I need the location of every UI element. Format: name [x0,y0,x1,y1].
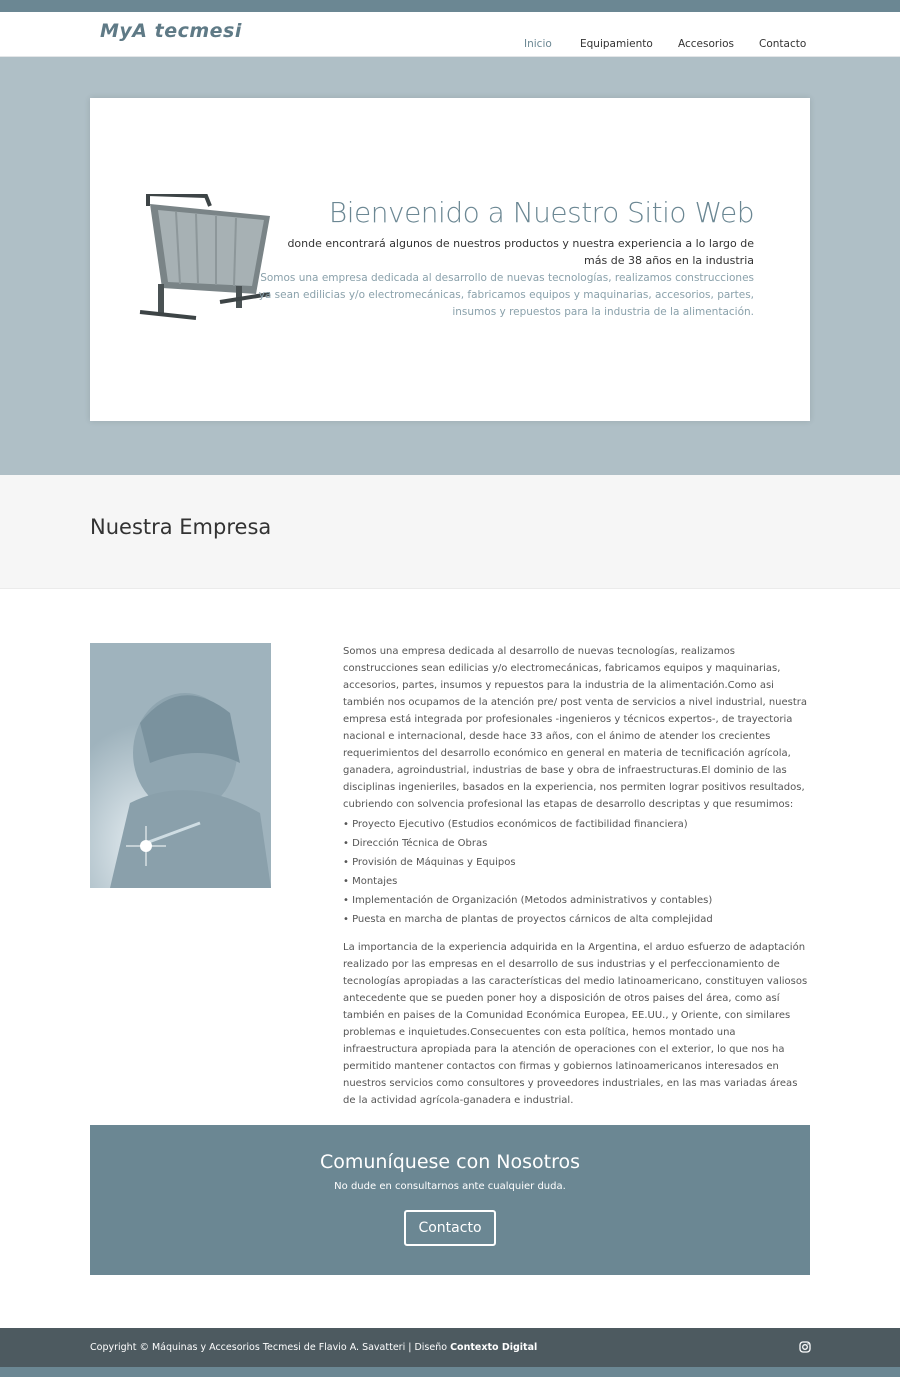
site-footer [0,1328,900,1377]
main-nav [0,38,900,54]
about-intro: Somos una empresa dedicada al desarrollo de nuevas tecnologías, realizamos construcciones sean edilicias y/o electromecánicas, fabricamos equipos y maquinarias, accesorios, partes, insumos y repuestos para la industria de la alimentación.Como asi también nos ocupamos de la atención pre/ post venta de servicios a nivel industrial, nuestra empresa está integrada por profesionales -ingenieros y técnicos expertos-, de trayectoria nacional e internacional, desde hace 33 años, con el ánimo de atender los crecientes requerimientos del desarrollo económico en general en materia de tecnificación agrícola, ganadera, agroindustrial, industrias de base y obra de infraestructuras.El dominio de las disciplinas ingenieriles, basados en la experiencia, nos permiten lograr positivos resultados, cubriendo con solvencia profesional las etapas de desarrollo descriptas y que resumimos: [343,646,808,810]
nav-accesorios[interactable]: Accesorios [678,38,735,50]
nav-contacto[interactable]: Contacto [759,38,807,50]
top-strip [0,0,900,12]
hero-card [90,98,810,421]
nav-equipamiento[interactable]: Equipamiento [580,38,653,50]
service-item: • Dirección Técnica de Obras [343,834,811,853]
site-logo[interactable]: MyA tecmesi [100,20,242,42]
copyright [90,1342,537,1353]
service-item: • Implementación de Organización (Metodos administrativos y contables) [343,891,811,910]
welder-image [90,643,271,888]
nav-inicio[interactable]: Inicio [524,38,552,50]
contact-cta [90,1125,810,1275]
designer-link[interactable]: Contexto Digital [450,1342,538,1353]
footer-bottom-strip [0,1367,900,1377]
cta-subtitle: No dude en consultarnos ante cualquier duda. [334,1181,566,1192]
hero-title: Bienvenido a Nuestro Sitio Web [328,196,754,229]
services-list [343,815,811,929]
about-text [343,643,811,1111]
copyright-text: Copyright © Máquinas y Accesorios Tecmesi de Flavio A. Savatteri | Diseño [90,1342,448,1353]
hero-description: Somos una empresa dedicada al desarrollo de nuevas tecnologías, realizamos construcciones ya sean edilicias y/o electromecánicas, fabricamos equipos y maquinarias, accesorios, partes, insumos y repuestos para la industria de la alimentación. [258,272,754,318]
service-item: • Provisión de Máquinas y Equipos [343,853,811,872]
site-header [0,12,900,57]
service-item: • Montajes [343,872,811,891]
about-closing: La importancia de la experiencia adquirida en la Argentina, el arduo esfuerzo de adaptación realizado por las empresas en el desarrollo de sus industrias y el perfeccionamiento de tecnologías apropiadas a las características del medio latinoamericano, constituyen valiosos antecedente que se pueden poner hoy a disposición de otros paises del área, como así también en paises de la Comunidad Económica Europea, EE.UU., y Oriente, con similares problemas e inquietudes.Consecuentes con esta política, hemos montado una infraestructura apropiada para la atención de operaciones con el exterior, lo que nos ha permitido mantener contactos con firmas y gobiernos latinoamericanos interesados en nuestros servicios como consultores y proveedores industriales, en las mas variadas áreas de la actividad agrícola-ganadera e industrial. [343,942,808,1106]
instagram-icon[interactable] [799,1341,811,1353]
cta-title: Comuníquese con Nosotros [319,1151,581,1173]
hero-subtitle: donde encontrará algunos de nuestros productos y nuestra experiencia a lo largo de más de 38 años en la industria [287,237,754,267]
service-item: • Puesta en marcha de plantas de proyectos cárnicos de alta complejidad [343,910,811,929]
contact-button[interactable]: Contacto [404,1210,496,1246]
section-title: Nuestra Empresa [90,515,272,539]
service-item: • Proyecto Ejecutivo (Estudios económicos de factibilidad financiera) [343,815,811,834]
section-title-band [0,475,900,589]
